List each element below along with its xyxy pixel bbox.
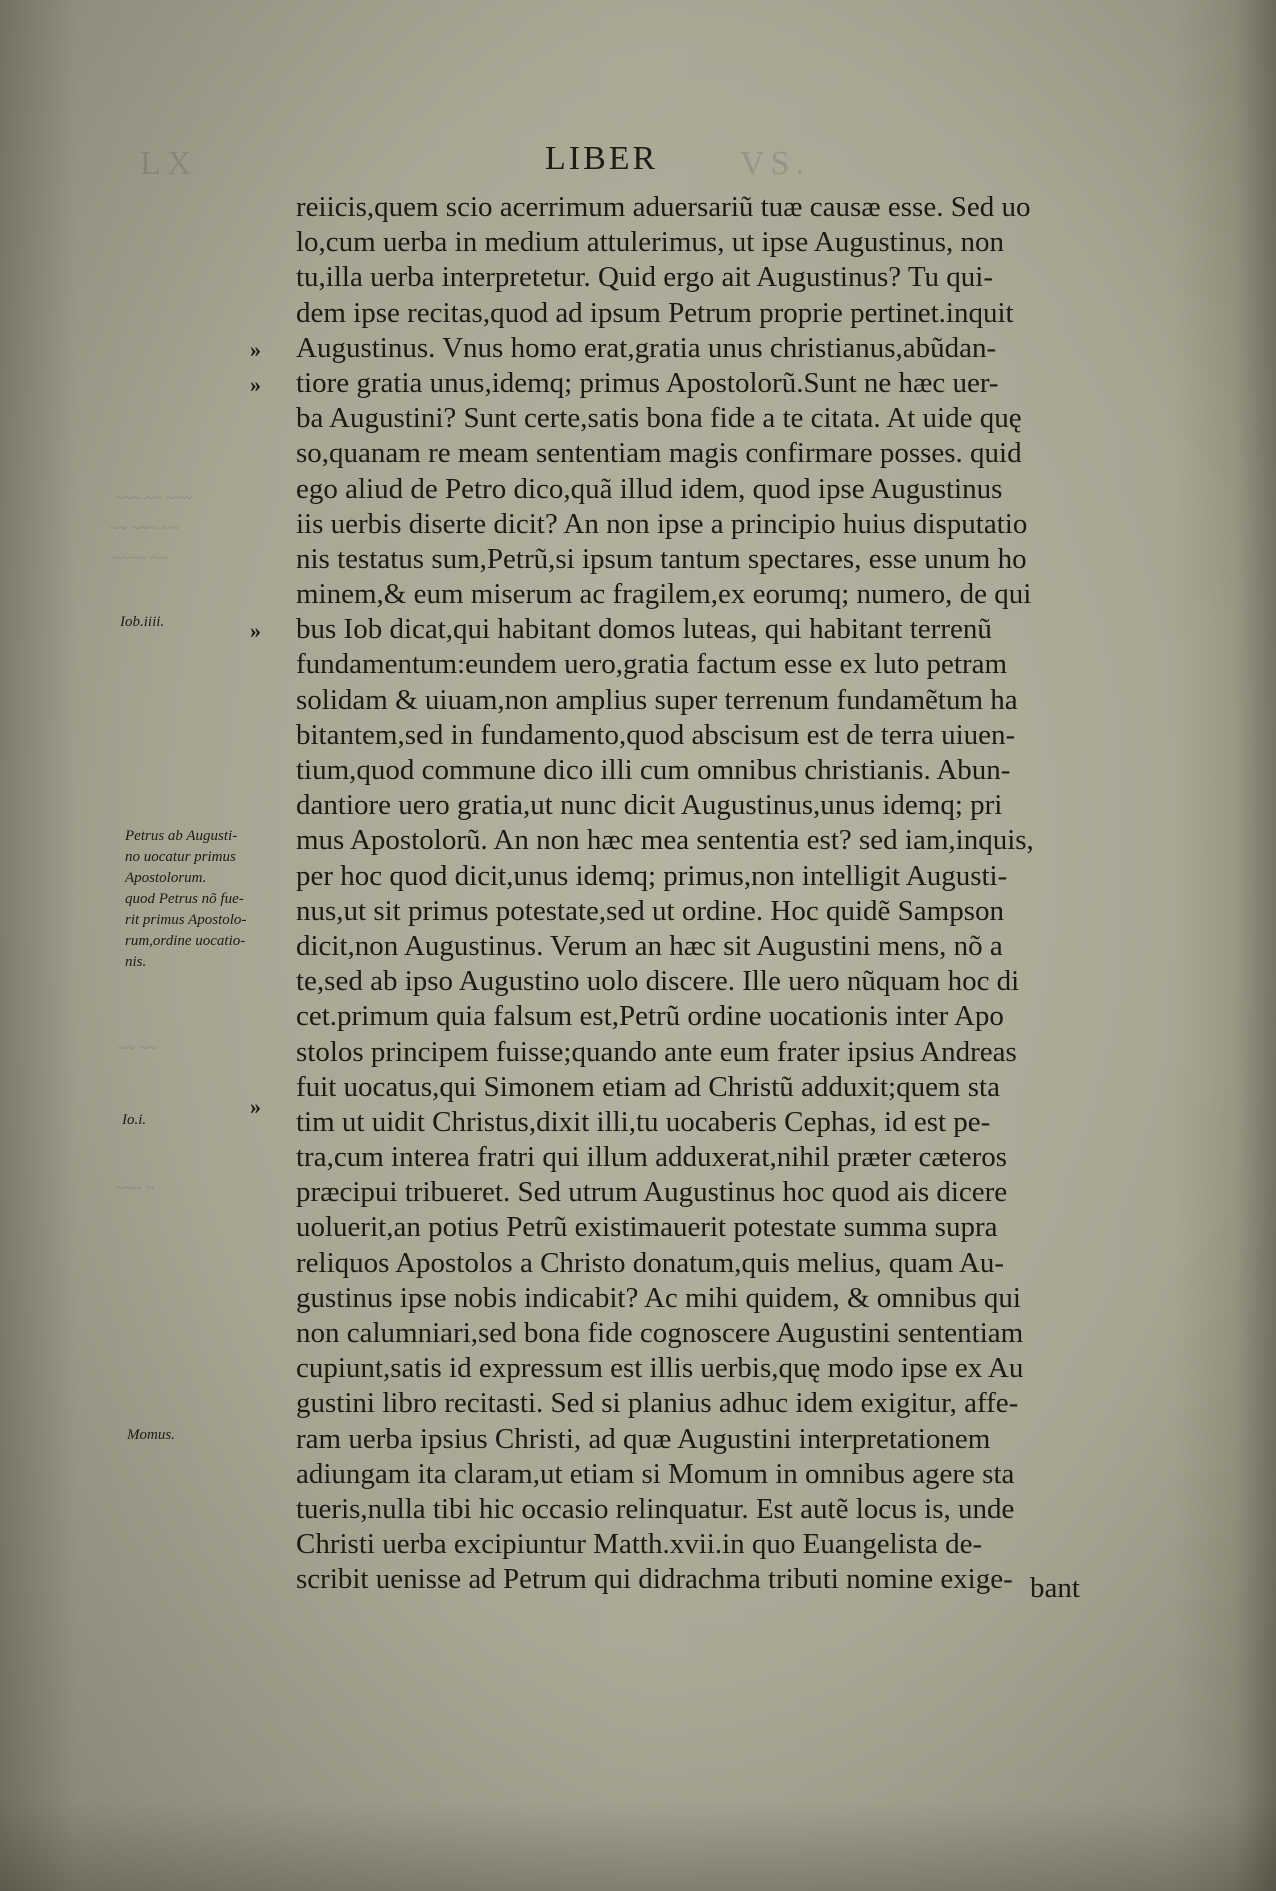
text-line: tiore gratia unus,idemq; primus Apostolorũ.Sunt ne hæc uer- (296, 366, 999, 399)
text-line: reiicis,quem scio acerrimum aduersariũ tuæ causæ esse. Sed uo (296, 191, 1031, 223)
show-through-mark: ~~~ ~ (116, 1180, 155, 1197)
margin-note-line: quod Petrus nõ fue- (125, 891, 244, 907)
text-line: nis testatus sum,Petrũ,si ipsum tantum spectares, esse unum ho (296, 542, 1027, 575)
text-line: cupiunt,satis id expressum est illis uerbis,quę modo ipse ex Au (296, 1352, 1024, 1385)
text-line: cet.primum quia falsum est,Petrũ ordine uocationis inter Apo (296, 1000, 1004, 1033)
margin-note-petrus (125, 826, 246, 973)
text-line: iis uerbis diserte dicit? An non ipse a principio huius disputatio (296, 507, 1028, 540)
text-line: dicit,non Augustinus. Verum an hæc sit Augustini mens, nõ a (296, 929, 1003, 962)
margin-note-line: rum,ordine uocatio- (125, 933, 246, 949)
text-line: Augustinus. Vnus homo erat,gratia unus christianus,abũdan- (296, 331, 997, 364)
text-line: adiungam ita claram,ut etiam si Momum in omnibus agere sta (296, 1457, 1015, 1490)
text-line: non calumniari,sed bona fide cognoscere Augustini sententiam (296, 1317, 1024, 1349)
text-line: Christi uerba excipiuntur Matth.xvii.in quo Euangelista de- (296, 1528, 983, 1561)
text-line: lo,cum uerba in medium attulerimus, ut ipse Augustinus, non (296, 226, 1005, 259)
margin-note-job: Iob.iiii. (120, 614, 165, 630)
show-through-mark: ~~ ~~ (118, 1040, 157, 1057)
text-line: ram uerba ipsius Christi, ad quæ Augustini interpretationem (296, 1422, 991, 1455)
margin-note-line: nis. (125, 954, 147, 970)
text-line: ego aliud de Petro dico,quã illud idem, quod ipse Augustinus (296, 472, 1003, 505)
text-line: mus Apostolorũ. An non hæc mea sententia est? sed iam,inquis, (296, 824, 1034, 857)
text-line: gustini libro recitasti. Sed si planius adhuc idem exigitur, affe- (296, 1387, 1019, 1420)
text-line: tra,cum interea fratri qui illum adduxerat,nihil præter cæteros (296, 1141, 1008, 1174)
catchword: bant (1030, 1572, 1080, 1604)
show-through-mark: ~~~~ ~~ (112, 550, 168, 567)
margin-note-momus: Momus. (127, 1427, 175, 1443)
text-line: reliquos Apostolos a Christo donatum,quis melius, quam Au- (296, 1246, 1005, 1279)
show-through-mark: ~~~ ~~ ~~~ (115, 490, 193, 507)
text-line: fuit uocatus,qui Simonem etiam ad Christũ adduxit;quem sta (296, 1070, 1000, 1103)
quote-mark: » (250, 337, 261, 362)
text-line: dantiore uero gratia,ut nunc dicit Augustinus,unus idemq; pri (296, 789, 1003, 822)
text-line: stolos principem fuisse;quando ante eum frater ipsius Andreas (296, 1035, 1017, 1068)
show-through-mark: ~~ ~~~ ~~ (110, 520, 179, 537)
text-line: tim ut uidit Christus,dixit illi,tu uocaberis Cephas, id est pe- (296, 1105, 991, 1138)
show-through-right: VS. (740, 145, 810, 182)
margin-note-line: Petrus ab Augusti- (125, 828, 238, 844)
text-line: bitantem,sed in fundamento,quod abscisum est de terra uiuen- (296, 718, 1016, 751)
text-line: tueris,nulla tibi hic occasio relinquatur. Est autẽ locus is, unde (296, 1492, 1015, 1525)
text-line: nus,ut sit primus potestate,sed ut ordine. Hoc quidẽ Sampson (296, 894, 1005, 927)
quote-mark: » (250, 618, 261, 643)
text-line: te,sed ab ipso Augustino uolo discere. Ille uero nũquam hoc di (296, 965, 1020, 998)
text-line: tium,quod commune dico illi cum omnibus christianis. Abun- (296, 754, 1011, 786)
text-line: so,quanam re meam sententiam magis confirmare posses. quid (296, 437, 1022, 470)
margin-note-line: rit primus Apostolo- (125, 912, 247, 928)
main-text-block (296, 190, 1156, 1598)
page-edge-shadow-right (1236, 0, 1276, 1891)
margin-note-line: no uocatur primus (125, 849, 236, 865)
show-through-left: LX (140, 145, 198, 182)
text-line: solidam & uiuam,non amplius super terrenum fundamẽtum ha (296, 683, 1018, 716)
margin-note-io: Io.i. (122, 1112, 147, 1128)
page-edge-shadow-bottom (0, 1801, 1276, 1891)
running-head: LIBER (545, 140, 659, 177)
text-line: tu,illa uerba interpretetur. Quid ergo ait Augustinus? Tu qui- (296, 261, 993, 294)
margin-note-line: Apostolorum. (125, 870, 207, 886)
quote-mark: » (250, 1094, 261, 1119)
text-line: uoluerit,an potius Petrũ existimauerit potestate summa supra (296, 1211, 998, 1244)
text-line: per hoc quod dicit,unus idemq; primus,non intelligit Augusti- (296, 859, 1008, 892)
text-line: dem ipse recitas,quod ad ipsum Petrum proprie pertinet.inquit (296, 296, 1014, 329)
text-line: ba Augustini? Sunt certe,satis bona fide a te citata. At uide quę (296, 402, 1022, 435)
text-line: fundamentum:eundem uero,gratia factum esse ex luto petram (296, 648, 1008, 681)
text-line: scribit uenisse ad Petrum qui didrachma tributi nomine exige- (296, 1563, 1013, 1596)
text-line: gustinus ipse nobis indicabit? Ac mihi quidem, & omnibus qui (296, 1281, 1021, 1314)
text-line: bus Iob dicat,qui habitant domos luteas, qui habitant terrenũ (296, 613, 992, 646)
text-line: minem,& eum miserum ac fragilem,ex eorumq; numero, de qui (296, 578, 1032, 611)
quote-mark: » (250, 372, 261, 397)
text-line: præcipui tribueret. Sed utrum Augustinus hoc quod ais dicere (296, 1176, 1008, 1209)
